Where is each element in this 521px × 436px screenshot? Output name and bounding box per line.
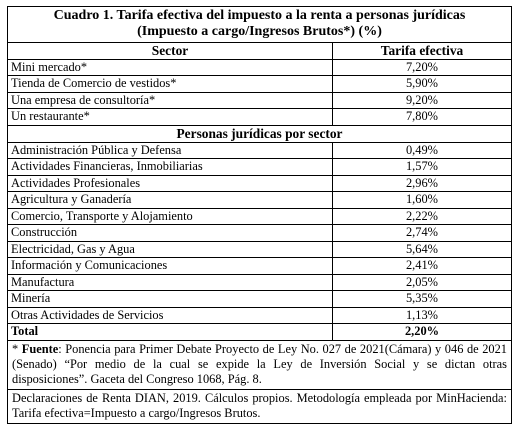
table-title-line1: Cuadro 1. Tarifa efectiva del impuesto a la renta a personas jurídicas — [53, 8, 466, 23]
sector-name-cell: Electricidad, Gas y Agua — [8, 242, 333, 258]
sector-row — [8, 143, 511, 160]
source-label: Fuente — [21, 341, 59, 356]
rate-cell: 2,74% — [405, 225, 438, 239]
example-row — [8, 76, 511, 93]
sector-name-cell: Otras Actividades de Servicios — [8, 308, 333, 324]
sector-name-cell: Actividades Profesionales — [8, 176, 333, 192]
total-row — [8, 324, 511, 341]
rate-cell: 1,13% — [405, 307, 438, 322]
example-row — [8, 60, 511, 77]
source-text: : Ponencia para Primer Debate Proyecto de Ley No. 027 de 2021(Cámara) y 046 de 2021 (Senado) “Por medio de la cual se expide la Ley de Inversión Social y se dictan otras disposiciones”. Gaceta del Congreso 1068, Pág. 8. — [12, 341, 507, 386]
rate-cell: 5,90% — [405, 76, 438, 90]
sector-row — [8, 308, 511, 325]
sector-row — [8, 176, 511, 193]
sector-name-cell: Minería — [8, 291, 333, 307]
sector-row — [8, 209, 511, 226]
rate-cell: 5,64% — [405, 241, 438, 256]
table-title — [8, 7, 511, 43]
sector-row — [8, 275, 511, 292]
rate-cell: 9,20% — [405, 92, 438, 107]
source-prefix: * — [12, 341, 22, 356]
rate-cell: 2,05% — [405, 274, 438, 289]
sector-name-cell: Administración Pública y Defensa — [8, 143, 333, 159]
sector-row — [8, 192, 511, 209]
table-header-row — [8, 43, 511, 60]
table-title-line2: (Impuesto a cargo/Ingresos Brutos*) (%) — [137, 24, 382, 39]
sector-name-cell: Actividades Financieras, Inmobiliarias — [8, 159, 333, 175]
sector-name-cell: Agricultura y Ganadería — [8, 192, 333, 208]
tax-rate-table — [7, 6, 512, 424]
rate-cell: 2,96% — [405, 175, 438, 190]
total-rate: 2,20% — [404, 324, 440, 338]
rate-cell: 1,60% — [405, 192, 438, 206]
sector-name-cell: Construcción — [8, 225, 333, 241]
sector-row — [8, 258, 511, 275]
methodology-note: Declaraciones de Renta DIAN, 2019. Cálculos propios. Metodología empleada por MinHacienda: Tarifa efectiva=Impuesto a cargo/Ingresos Brutos. — [12, 390, 507, 420]
rate-cell: 2,41% — [405, 258, 438, 272]
sector-name-cell: Tienda de Comercio de vestidos* — [8, 76, 333, 92]
rate-cell: 0,49% — [405, 142, 438, 157]
sector-name-cell: Información y Comunicaciones — [8, 258, 333, 274]
sector-name-cell: Una empresa de consultoría* — [8, 93, 333, 109]
column-header-rate: Tarifa efectiva — [380, 43, 464, 58]
rate-cell: 7,80% — [405, 109, 438, 123]
source-note — [8, 341, 511, 390]
rate-cell: 7,20% — [405, 59, 438, 74]
sector-name-cell: Un restaurante* — [8, 109, 333, 125]
example-row — [8, 93, 511, 110]
sector-name-cell: Manufactura — [8, 275, 333, 291]
rate-cell: 1,57% — [405, 159, 438, 173]
rate-cell: 5,35% — [405, 291, 438, 305]
sector-subheader: Personas jurídicas por sector — [8, 126, 511, 143]
sector-row — [8, 291, 511, 308]
rate-cell: 2,22% — [405, 208, 438, 223]
sector-rows — [8, 143, 511, 325]
example-row — [8, 109, 511, 126]
sector-row — [8, 225, 511, 242]
sector-name-cell: Comercio, Transporte y Alojamiento — [8, 209, 333, 225]
sector-row — [8, 159, 511, 176]
total-label: Total — [8, 324, 333, 340]
column-header-sector: Sector — [8, 43, 333, 59]
sector-row — [8, 242, 511, 259]
example-rows — [8, 60, 511, 126]
sector-name-cell: Mini mercado* — [8, 60, 333, 76]
